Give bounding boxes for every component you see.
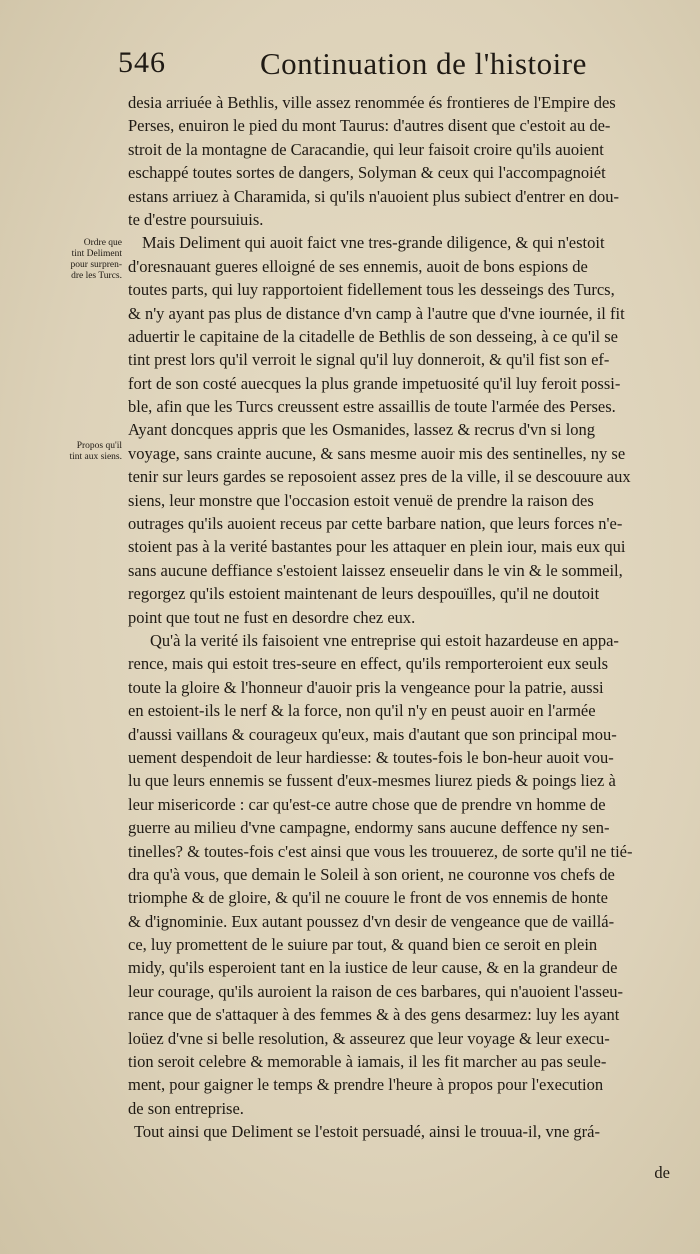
page-number: 546	[118, 46, 166, 79]
text-line: estans arriuez à Charamida, si qu'ils n'auoient plus subiect d'entrer en dou-	[128, 186, 619, 206]
text-line: lu que leurs ennemis se fussent d'eux-mesmes liurez pieds & poings liez à	[128, 771, 616, 791]
text-line: toutes parts, qui luy rapportoient fidellement tous les desseings des Turcs,	[128, 280, 615, 300]
text-line: & n'y ayant pas plus de distance d'vn camp à l'autre que d'vne iournée, il fit	[128, 303, 625, 323]
text-line: regorgez qu'ils estoient maintenant de leurs despouïlles, qu'il ne doutoit	[128, 584, 600, 604]
text-line: Tout ainsi que Deliment se l'estoit persuadé, ainsi le trouua-il, vne grá-	[134, 1122, 600, 1142]
text-line: & d'ignominie. Eux autant poussez d'vn desir de vengeance que de vaillá-	[128, 911, 615, 931]
text-line: siens, leur monstre que l'occasion estoit venuë de prendre la raison des	[128, 490, 594, 510]
text-line: point que tout ne fust en desordre chez eux.	[128, 607, 416, 627]
body-text	[128, 91, 668, 1144]
text-line: triomphe & de gloire, & qu'il ne couure le front de vos ennemis de honte	[128, 888, 608, 908]
text-line: dra qu'à vous, que demain le Soleil à son orient, ne couronne vos chefs de	[128, 864, 615, 884]
text-line: Mais Deliment qui auoit faict vne tres-grande diligence, & qui n'estoit	[142, 233, 605, 253]
text-line: te d'estre poursuiuis.	[128, 209, 264, 229]
margin-note	[40, 441, 122, 463]
text-line: stroit de la montagne de Caracandie, qui leur faisoit croire qu'ils auoient	[128, 139, 604, 159]
running-title: Continuation de l'histoire	[260, 46, 587, 81]
margin-note-line: dre les Turcs.	[71, 271, 122, 281]
margin-note-line: pour surpren-	[70, 260, 122, 270]
text-line: tenir sur leurs gardes se reposoient assez pres de la ville, il se descouure aux	[128, 467, 631, 487]
margin-note-line: Propos qu'il	[76, 441, 122, 451]
catchword: de	[654, 1163, 670, 1182]
margin-note	[40, 238, 122, 282]
text-line: eschappé toutes sortes de dangers, Solyman & ceux qui l'accompagnoiét	[128, 163, 606, 183]
text-line: voyage, sans crainte aucune, & sans mesme auoir mis des sentinelles, ny se	[128, 443, 626, 463]
text-line: leur misericorde : car qu'est-ce autre chose que de prendre vn homme de	[128, 794, 606, 814]
text-line: outrages qu'ils auoient receus par cette barbare nation, que leurs forces n'e-	[128, 514, 623, 534]
page-header	[118, 46, 678, 86]
text-line: tint prest lors qu'il verroit le signal qu'il luy donneroit, & qu'il fist son ef-	[128, 350, 610, 370]
text-line: Ayant doncques appris que les Osmanides, lassez & recrus d'vn si long	[128, 420, 596, 440]
text-line: ment, pour gaigner le temps & prendre l'heure à propos pour l'execution	[128, 1075, 604, 1095]
text-line: rence, mais qui estoit tres-seure en effect, qu'ils remporteroient eux seuls	[128, 654, 609, 674]
text-line: d'aussi vaillans & courageux qu'eux, mais d'autant que son principal mou-	[128, 724, 617, 744]
text-line: Qu'à la verité ils faisoient vne entreprise qui estoit hazardeuse en appa-	[150, 630, 619, 650]
text-line: rance que de s'attaquer à des femmes & à des gens desarmez: luy les ayant	[128, 1005, 620, 1025]
text-line: ce, luy promettent de le suiure par tout, & quand bien ce seroit en plein	[128, 935, 598, 955]
text-line: tion seroit celebre & memorable à iamais, il les fit marcher au pas seule-	[128, 1052, 607, 1072]
text-line: midy, qu'ils esperoient tant en la iustice de leur cause, & en la grandeur de	[128, 958, 618, 978]
text-line: guerre au milieu d'vne campagne, endormy sans aucune deffence ny sen-	[128, 818, 610, 838]
text-line: aduertir le capitaine de la citadelle de Bethlis de son desseing, à ce qu'il se	[128, 326, 618, 346]
margin-note-line: tint Deliment	[71, 249, 122, 259]
text-line: Perses, enuiron le pied du mont Taurus: d'autres disent que c'estoit au de-	[128, 116, 611, 136]
text-line: de son entreprise.	[128, 1098, 244, 1118]
text-line: uement despendoit de leur hardiesse: & toutes-fois le bon-heur auoit vou-	[128, 747, 614, 767]
text-line: stoient pas à la verité bastantes pour les attaquer en plein iour, mais eux qui	[128, 537, 626, 557]
text-line: sans aucune deffiance s'estoient laissez enseuelir dans le vin & le sommeil,	[128, 560, 623, 580]
margin-note-line: tint aux siens.	[69, 452, 122, 462]
text-line: d'oresnauant gueres elloigné de ses ennemis, auoit de bons espions de	[128, 256, 588, 276]
margin-note-line: Ordre que	[83, 238, 122, 248]
text-line: desia arriuée à Bethlis, ville assez renommée és frontieres de l'Empire des	[128, 93, 616, 112]
text-line: toute la gloire & l'honneur d'auoir pris la vengeance pour la patrie, aussi	[128, 677, 604, 697]
text-line: leur courage, qu'ils auroient la raison de ces barbares, qui n'auoient l'asseu-	[128, 981, 624, 1001]
text-line: loüez d'vne si belle resolution, & asseurez que leur voyage & leur execu-	[128, 1028, 610, 1048]
text-line: en estoient-ils le nerf & la force, non qu'il n'y en peust auoir en l'armée	[128, 701, 596, 721]
text-line: tinelles? & toutes-fois c'est ainsi que vous les trouuerez, de sorte qu'il ne tié-	[128, 841, 633, 861]
text-line: ble, afin que les Turcs creussent estre assaillis de toute l'armée des Perses.	[128, 397, 616, 417]
text-line: fort de son costé auecques la plus grande impetuosité qu'il luy feroit possi-	[128, 373, 621, 393]
